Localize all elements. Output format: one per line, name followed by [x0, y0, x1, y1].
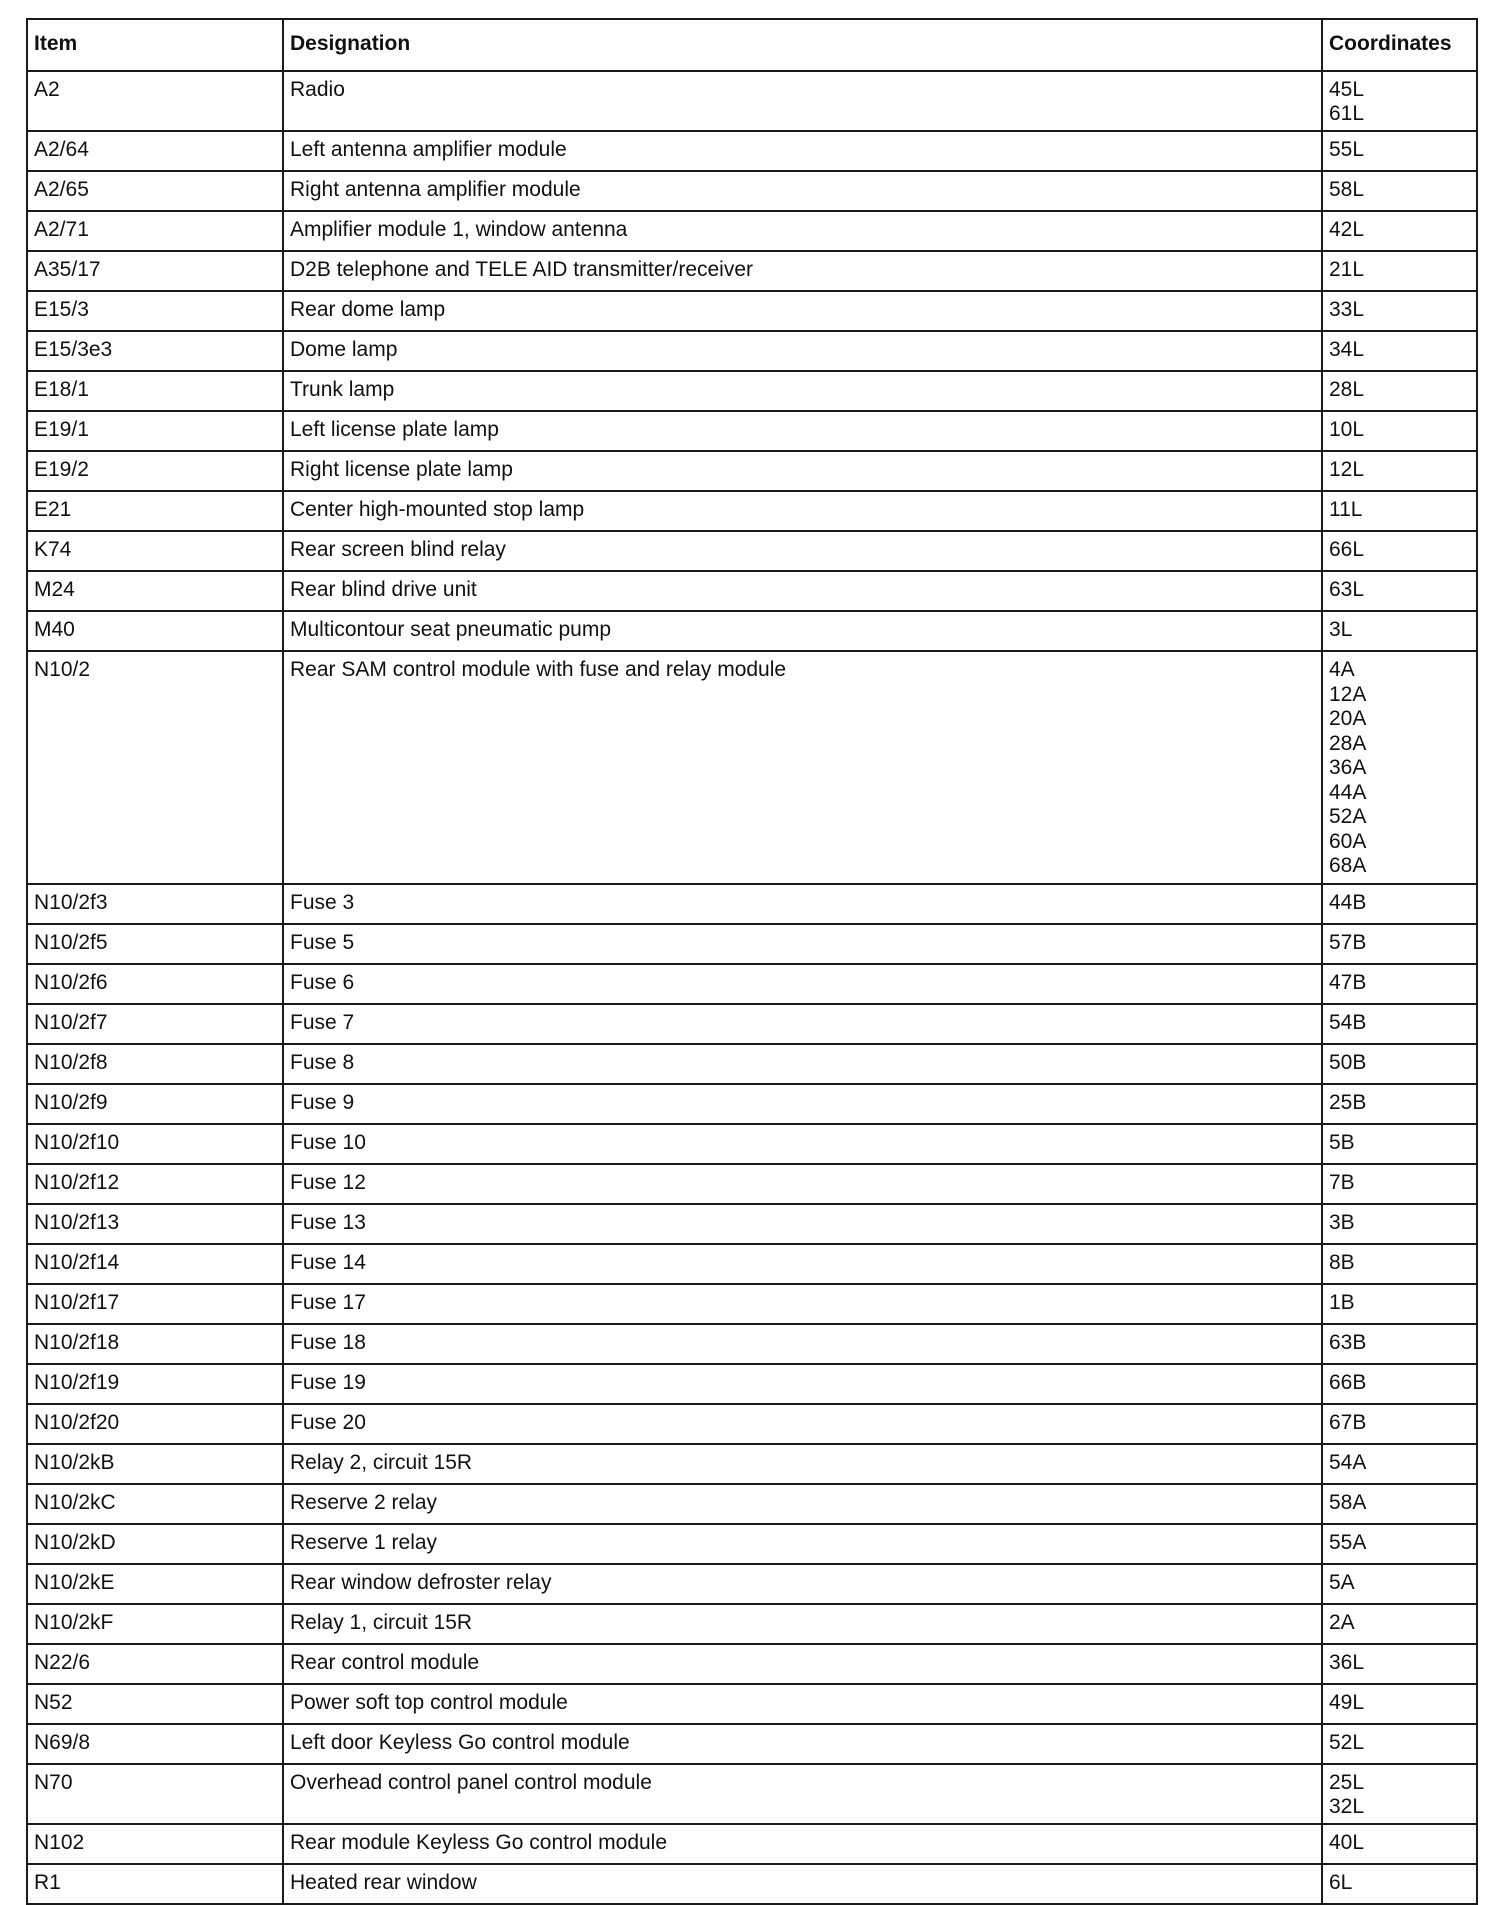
item-cell: N10/2f3	[27, 884, 283, 924]
designation-cell: Reserve 2 relay	[283, 1484, 1322, 1524]
table-row	[27, 211, 1477, 251]
designation-cell: Fuse 19	[283, 1364, 1322, 1404]
coordinate-value: 3B	[1329, 1210, 1355, 1234]
table-row	[27, 611, 1477, 651]
coordinates-cell	[1322, 884, 1477, 924]
item-cell: E15/3	[27, 291, 283, 331]
item-cell: A35/17	[27, 251, 283, 291]
item-cell: A2/65	[27, 171, 283, 211]
coordinate-value: 40L	[1329, 1830, 1365, 1854]
coordinates-cell	[1322, 1084, 1477, 1124]
coordinate-value: 5B	[1329, 1130, 1355, 1154]
table-row	[27, 1484, 1477, 1524]
table-row	[27, 331, 1477, 371]
table-row	[27, 411, 1477, 451]
item-cell: N10/2kE	[27, 1564, 283, 1604]
coordinate-value: 55L	[1329, 138, 1365, 161]
designation-cell: Fuse 13	[283, 1204, 1322, 1244]
item-cell: N102	[27, 1824, 283, 1864]
table-row	[27, 1684, 1477, 1724]
coordinate-value: 61L	[1329, 102, 1365, 125]
coordinates-cell	[1322, 1684, 1477, 1724]
coordinates-cell	[1322, 651, 1477, 884]
item-cell: R1	[27, 1864, 283, 1904]
designation-cell: Fuse 9	[283, 1084, 1322, 1124]
item-cell: N10/2f5	[27, 924, 283, 964]
designation-cell: Rear window defroster relay	[283, 1564, 1322, 1604]
table-row	[27, 1204, 1477, 1244]
item-cell: N10/2f10	[27, 1124, 283, 1164]
designation-cell: Rear screen blind relay	[283, 531, 1322, 571]
designation-cell: Fuse 3	[283, 884, 1322, 924]
coordinates-cell	[1322, 491, 1477, 531]
designation-cell: Overhead control panel control module	[283, 1764, 1322, 1824]
item-cell: A2	[27, 71, 283, 131]
coordinate-value: 47B	[1329, 970, 1367, 994]
coordinates-cell	[1322, 171, 1477, 211]
coordinate-value: 58L	[1329, 178, 1365, 201]
designation-cell: Rear control module	[283, 1644, 1322, 1684]
coordinate-value: 57B	[1329, 930, 1367, 954]
item-cell: N22/6	[27, 1644, 283, 1684]
item-cell: E19/1	[27, 411, 283, 451]
coordinate-value: 68A	[1329, 854, 1367, 877]
table-row	[27, 1364, 1477, 1404]
coordinates-cell	[1322, 71, 1477, 131]
designation-cell: Fuse 10	[283, 1124, 1322, 1164]
table-row	[27, 1324, 1477, 1364]
table-row	[27, 531, 1477, 571]
table-row	[27, 1524, 1477, 1564]
coordinates-cell	[1322, 924, 1477, 964]
item-cell: E21	[27, 491, 283, 531]
designation-cell: Rear SAM control module with fuse and relay module	[283, 651, 1322, 884]
designation-cell: Relay 1, circuit 15R	[283, 1604, 1322, 1644]
component-legend-page	[26, 18, 1476, 1905]
item-cell: N10/2f18	[27, 1324, 283, 1364]
coordinate-value: 66B	[1329, 1370, 1367, 1394]
coordinate-value: 66L	[1329, 538, 1365, 561]
coordinates-cell	[1322, 1764, 1477, 1824]
coordinates-cell	[1322, 1364, 1477, 1404]
designation-cell: Reserve 1 relay	[283, 1524, 1322, 1564]
coordinate-value: 63L	[1329, 578, 1365, 601]
coordinate-value: 12L	[1329, 458, 1365, 481]
table-row	[27, 491, 1477, 531]
coordinate-value: 6L	[1329, 1870, 1353, 1894]
item-cell: N10/2f13	[27, 1204, 283, 1244]
item-cell: E19/2	[27, 451, 283, 491]
table-row	[27, 884, 1477, 924]
coordinates-cell	[1322, 1044, 1477, 1084]
coordinates-cell	[1322, 331, 1477, 371]
table-row	[27, 1284, 1477, 1324]
table-row	[27, 1764, 1477, 1824]
item-cell: A2/71	[27, 211, 283, 251]
designation-cell: Left antenna amplifier module	[283, 131, 1322, 171]
item-cell: N10/2f14	[27, 1244, 283, 1284]
designation-cell: Radio	[283, 71, 1322, 131]
coordinates-cell	[1322, 1604, 1477, 1644]
coordinate-value: 11L	[1329, 498, 1363, 521]
designation-cell: Left license plate lamp	[283, 411, 1322, 451]
table-row	[27, 1564, 1477, 1604]
coordinate-value: 58A	[1329, 1490, 1367, 1514]
designation-cell: Relay 2, circuit 15R	[283, 1444, 1322, 1484]
coordinates-cell	[1322, 1204, 1477, 1244]
coordinate-value: 63B	[1329, 1330, 1367, 1354]
item-cell: N10/2kB	[27, 1444, 283, 1484]
table-row	[27, 291, 1477, 331]
coordinates-cell	[1322, 571, 1477, 611]
table-row	[27, 1724, 1477, 1764]
designation-cell: Right antenna amplifier module	[283, 171, 1322, 211]
item-cell: N10/2f9	[27, 1084, 283, 1124]
designation-cell: Left door Keyless Go control module	[283, 1724, 1322, 1764]
coordinates-cell	[1322, 1444, 1477, 1484]
designation-cell: Heated rear window	[283, 1864, 1322, 1904]
item-cell: E18/1	[27, 371, 283, 411]
coordinates-cell	[1322, 1824, 1477, 1864]
coordinates-cell	[1322, 451, 1477, 491]
coordinates-cell	[1322, 1524, 1477, 1564]
table-row	[27, 571, 1477, 611]
table-row	[27, 171, 1477, 211]
coordinate-value: 42L	[1329, 218, 1365, 241]
item-cell: M40	[27, 611, 283, 651]
designation-cell: Fuse 14	[283, 1244, 1322, 1284]
designation-cell: Fuse 18	[283, 1324, 1322, 1364]
designation-cell: Power soft top control module	[283, 1684, 1322, 1724]
table-row	[27, 1824, 1477, 1864]
designation-cell: Dome lamp	[283, 331, 1322, 371]
designation-cell: Fuse 8	[283, 1044, 1322, 1084]
coordinate-value: 34L	[1329, 338, 1365, 361]
coordinate-value: 55A	[1329, 1530, 1367, 1554]
table-row	[27, 1164, 1477, 1204]
coordinates-cell	[1322, 964, 1477, 1004]
table-row	[27, 251, 1477, 291]
table-row	[27, 131, 1477, 171]
item-cell: A2/64	[27, 131, 283, 171]
table-row	[27, 1864, 1477, 1904]
table-row	[27, 1084, 1477, 1124]
coordinates-cell	[1322, 1124, 1477, 1164]
coordinate-value: 3L	[1329, 618, 1353, 641]
coordinate-value: 28A	[1329, 731, 1367, 755]
table-row	[27, 71, 1477, 131]
coordinate-value: 21L	[1329, 258, 1365, 281]
coordinates-cell	[1322, 611, 1477, 651]
item-cell: N10/2f20	[27, 1404, 283, 1444]
coordinate-value: 44B	[1329, 890, 1367, 914]
coordinates-cell	[1322, 1164, 1477, 1204]
designation-cell: Fuse 12	[283, 1164, 1322, 1204]
designation-cell: Fuse 20	[283, 1404, 1322, 1444]
coordinate-value: 1B	[1329, 1290, 1355, 1314]
item-cell: N10/2kC	[27, 1484, 283, 1524]
table-row	[27, 1244, 1477, 1284]
table-row	[27, 371, 1477, 411]
coordinate-value: 54A	[1329, 1450, 1367, 1474]
designation-cell: Trunk lamp	[283, 371, 1322, 411]
table-row	[27, 651, 1477, 884]
coordinate-value: 36A	[1329, 756, 1367, 779]
table-row	[27, 1444, 1477, 1484]
designation-cell: Fuse 7	[283, 1004, 1322, 1044]
coordinate-value: 45L	[1329, 78, 1365, 101]
item-cell: N52	[27, 1684, 283, 1724]
designation-cell: Amplifier module 1, window antenna	[283, 211, 1322, 251]
coordinate-value: 32L	[1329, 1794, 1365, 1818]
item-column-header: Item	[27, 19, 283, 71]
coordinate-value: 28L	[1329, 378, 1365, 401]
coordinate-value: 44A	[1329, 780, 1367, 804]
coordinate-value: 25L	[1329, 1770, 1365, 1794]
table-row	[27, 1124, 1477, 1164]
designation-column-header: Designation	[283, 19, 1322, 71]
coordinates-cell	[1322, 371, 1477, 411]
table-row	[27, 964, 1477, 1004]
coordinates-cell	[1322, 251, 1477, 291]
coordinates-cell	[1322, 1864, 1477, 1904]
coordinate-value: 36L	[1329, 1650, 1365, 1674]
coordinate-value: 50B	[1329, 1050, 1367, 1074]
table-row	[27, 1604, 1477, 1644]
coordinate-value: 8B	[1329, 1250, 1355, 1274]
table-row	[27, 451, 1477, 491]
designation-cell: Right license plate lamp	[283, 451, 1322, 491]
item-cell: N10/2f17	[27, 1284, 283, 1324]
item-cell: N10/2f6	[27, 964, 283, 1004]
designation-cell: Rear blind drive unit	[283, 571, 1322, 611]
coordinate-value: 67B	[1329, 1410, 1367, 1434]
coordinates-cell	[1322, 291, 1477, 331]
table-row	[27, 924, 1477, 964]
item-cell: N10/2f19	[27, 1364, 283, 1404]
coordinates-cell	[1322, 1404, 1477, 1444]
coordinate-value: 12A	[1329, 682, 1367, 706]
coordinates-cell	[1322, 1484, 1477, 1524]
coordinates-cell	[1322, 1324, 1477, 1364]
coordinates-cell	[1322, 211, 1477, 251]
designation-cell: Rear module Keyless Go control module	[283, 1824, 1322, 1864]
item-cell: N10/2f7	[27, 1004, 283, 1044]
item-cell: N10/2f12	[27, 1164, 283, 1204]
item-cell: N10/2f8	[27, 1044, 283, 1084]
coordinate-value: 7B	[1329, 1170, 1355, 1194]
coordinate-value: 33L	[1329, 298, 1365, 321]
table-row	[27, 1044, 1477, 1084]
coordinates-cell	[1322, 1644, 1477, 1684]
table-row	[27, 1404, 1477, 1444]
coordinate-value: 20A	[1329, 707, 1367, 730]
coordinates-cell	[1322, 411, 1477, 451]
designation-cell: Center high-mounted stop lamp	[283, 491, 1322, 531]
coordinates-column-header: Coordinates	[1322, 19, 1477, 71]
designation-cell: D2B telephone and TELE AID transmitter/receiver	[283, 251, 1322, 291]
coordinates-cell	[1322, 1564, 1477, 1604]
coordinates-cell	[1322, 1004, 1477, 1044]
designation-cell: Multicontour seat pneumatic pump	[283, 611, 1322, 651]
item-cell: N10/2	[27, 651, 283, 884]
designation-cell: Rear dome lamp	[283, 291, 1322, 331]
legend-table-body	[27, 71, 1477, 1904]
item-cell: N70	[27, 1764, 283, 1824]
item-cell: N10/2kF	[27, 1604, 283, 1644]
coordinate-value: 5A	[1329, 1570, 1355, 1594]
coordinate-value: 52L	[1329, 1730, 1365, 1754]
item-cell: N10/2kD	[27, 1524, 283, 1564]
coordinates-cell	[1322, 1284, 1477, 1324]
component-legend-table	[26, 18, 1478, 1905]
item-cell: M24	[27, 571, 283, 611]
header-row	[27, 19, 1477, 71]
designation-cell: Fuse 5	[283, 924, 1322, 964]
coordinate-value: 2A	[1329, 1610, 1355, 1634]
item-cell: K74	[27, 531, 283, 571]
item-cell: E15/3e3	[27, 331, 283, 371]
designation-cell: Fuse 17	[283, 1284, 1322, 1324]
coordinate-value: 52A	[1329, 805, 1367, 828]
table-row	[27, 1644, 1477, 1684]
coordinate-value: 54B	[1329, 1010, 1367, 1034]
table-row	[27, 1004, 1477, 1044]
coordinates-cell	[1322, 1724, 1477, 1764]
coordinates-cell	[1322, 531, 1477, 571]
coordinate-value: 4A	[1329, 658, 1355, 681]
coordinates-cell	[1322, 131, 1477, 171]
coordinate-value: 10L	[1329, 418, 1365, 441]
item-cell: N69/8	[27, 1724, 283, 1764]
coordinate-value: 60A	[1329, 829, 1367, 853]
coordinates-cell	[1322, 1244, 1477, 1284]
coordinate-value: 25B	[1329, 1090, 1367, 1114]
designation-cell: Fuse 6	[283, 964, 1322, 1004]
coordinate-value: 49L	[1329, 1690, 1365, 1714]
